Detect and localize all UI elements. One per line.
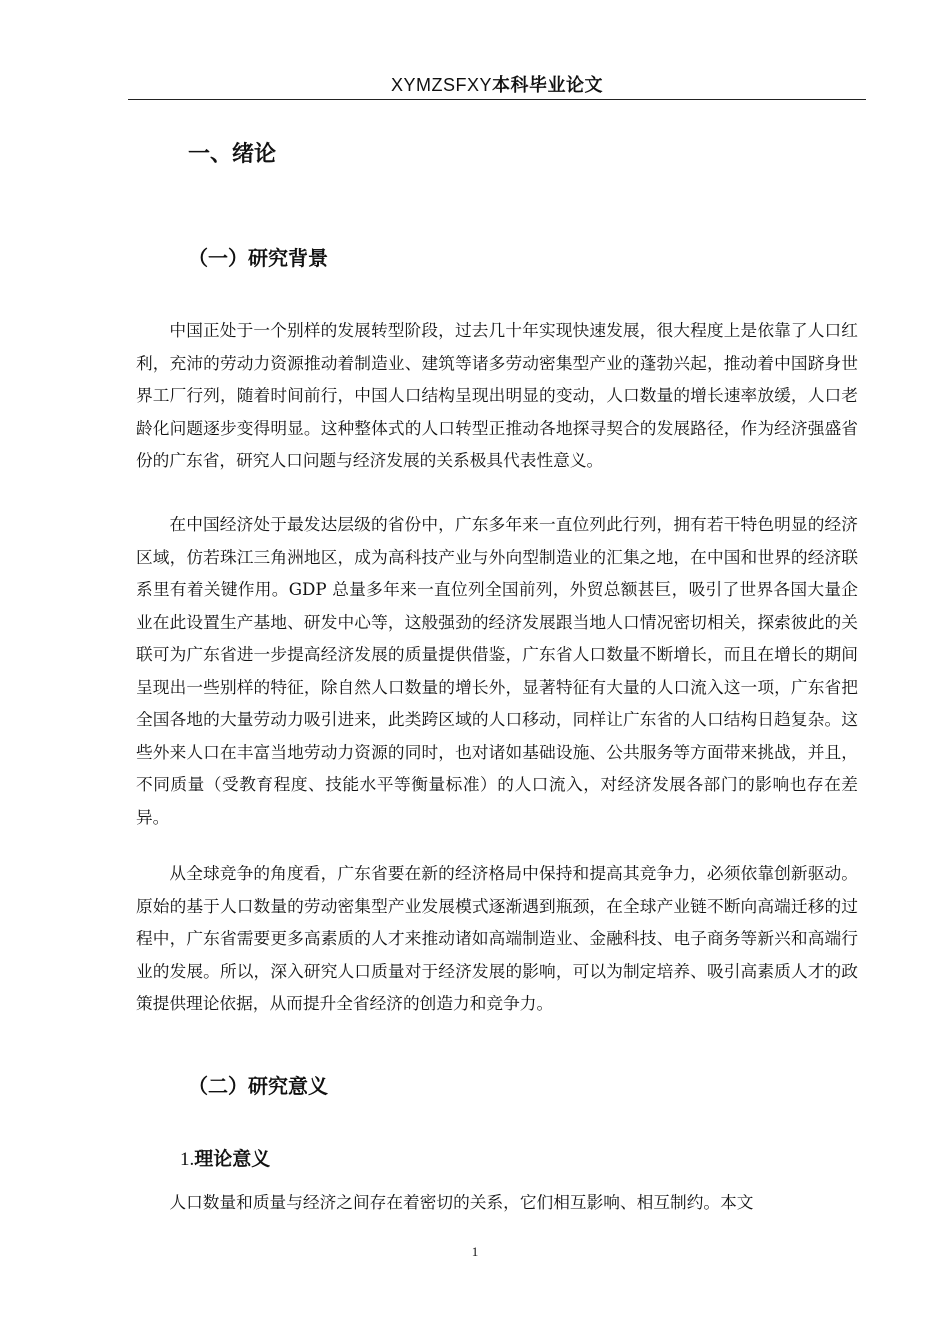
page-number: 1 — [471, 1244, 479, 1259]
paragraph-1: 中国正处于一个别样的发展转型阶段，过去几十年实现快速发展，很大程度上是依靠了人口红利，充沛的劳动力资源推动着制造业、建筑等诸多劳动密集型产业的蓬勃兴起，推动着中国跻身世界工厂行列，随着时间前行，中国人口结构呈现出明显的变动，人口数量的增长速率放缓，人口老龄化问题逐步变得明显。这种整体式的人口转型正推动各地探寻契合的发展路径，作为经济强盛省份的广东省，研究人口问题与经济发展的关系极具代表性意义。 — [136, 320, 858, 470]
chapter-title: 一、绪论 — [188, 142, 277, 167]
paragraph-2: 在中国经济处于最发达层级的省份中，广东多年来一直位列此行列，拥有若干特色明显的经济区域，仿若珠江三角洲地区，成为高科技产业与外向型制造业的汇集之地，在中国和世界的经济联系里有着关键作用。GDP 总量多年来一直位列全国前列，外贸总额甚巨，吸引了世界各国大量企业在此设置生产基地、研发中心等，这般强劲的经济发展跟当地人口情况密切相关，探索彼此的关联可为广东省进一步提高经济发展的质量提供借鉴，广东省人口数量不断增长，而且在增长的期间呈现出一些别样的特征，除自然人口数量的增长外，显著特征有大量的人口流入这一项，广东省把全国各地的大量劳动力吸引进来，此类跨区域的人口移动，同样让广东省的人口结构日趋复杂。这些外来人口在丰富当地劳动力资源的同时，也对诸如基础设施、公共服务等方面带来挑战，并且，不同质量（受教育程度、技能水平等衡量标准）的人口流入，对经济发展各部门的影响也存在差异。 — [136, 514, 858, 827]
section-title-significance: （二）研究意义 — [188, 1074, 328, 1098]
header-rule — [128, 99, 866, 100]
subsection-title-text: 理论意义 — [194, 1148, 271, 1170]
paragraph-3: 从全球竞争的角度看，广东省要在新的经济格局中保持和提高其竞争力，必须依靠创新驱动。原始的基于人口数量的劳动密集型产业发展模式逐渐遇到瓶颈，在全球产业链不断向高端迁移的过程中，广东省需要更多高素质的人才来推动诸如高端制造业、金融科技、电子商务等新兴和高端行业的发展。所以，深入研究人口质量对于经济发展的影响，可以为制定培养、吸引高素质人才的政策提供理论依据，从而提升全省经济的创造力和竞争力。 — [136, 863, 858, 1013]
subsection-number: 1. — [180, 1149, 195, 1170]
section-title-background: （一）研究背景 — [188, 246, 328, 270]
header-latin-text: XYMZSFXY — [390, 75, 492, 95]
running-header — [128, 72, 866, 98]
paragraph-4: 人口数量和质量与经济之间存在着密切的关系，它们相互影响、相互制约。本文 — [169, 1192, 754, 1212]
subsection-title-theory — [180, 1145, 270, 1174]
header-cn-text: 本科毕业论文 — [492, 75, 603, 96]
